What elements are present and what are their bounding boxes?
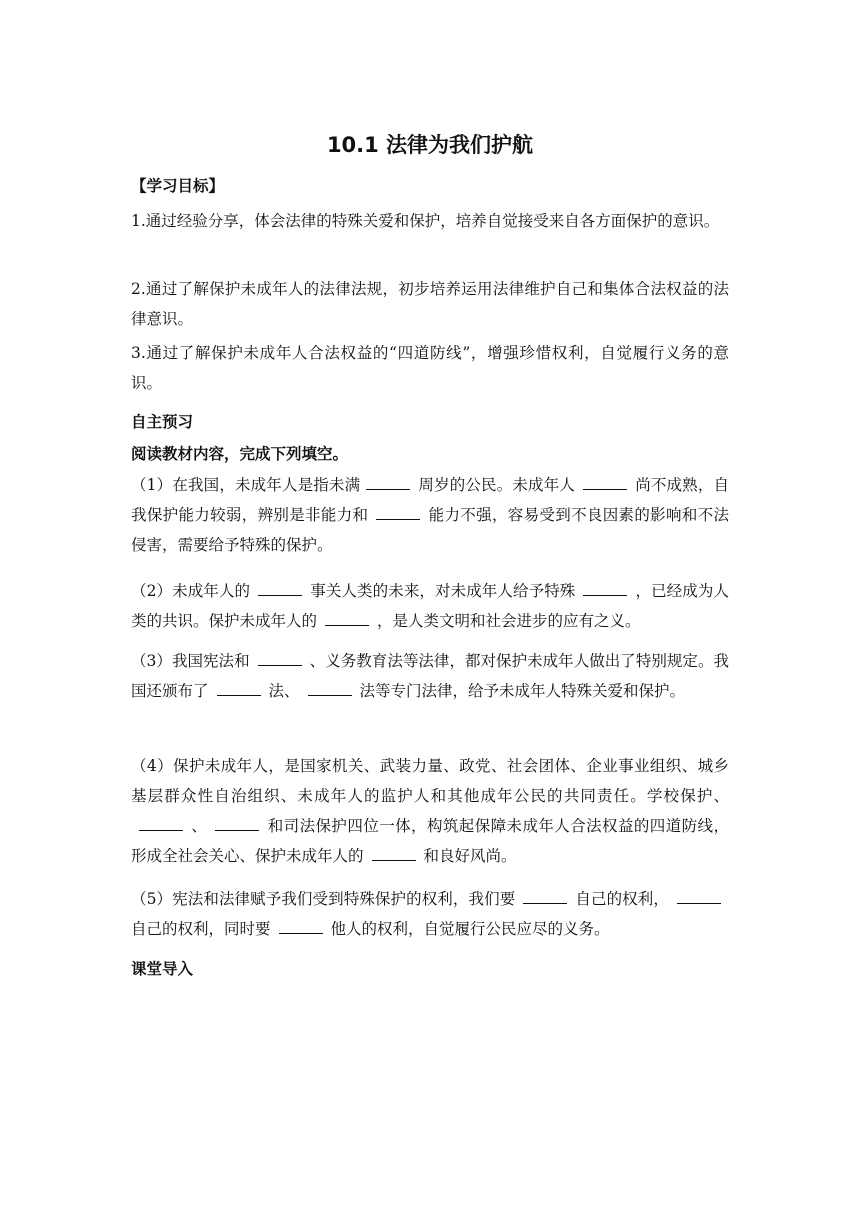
- question-text: 尚不成熟，自我保护能力较弱，辨别是非能力和: [131, 476, 729, 524]
- answer-blank[interactable]: [279, 919, 323, 934]
- objective-item: 1.通过经验分享，体会法律的特殊关爱和保护，培养自觉接受来自各方面保护的意识。: [131, 212, 720, 230]
- answer-blank[interactable]: [372, 846, 416, 861]
- fill-question-3: [131, 646, 729, 706]
- document-title: 10.1 法律为我们护航: [326, 133, 534, 157]
- answer-blank[interactable]: [308, 681, 352, 696]
- fill-question-4: [131, 751, 729, 871]
- answer-blank[interactable]: [139, 816, 183, 831]
- question-text: （1）在我国，未成年人是指未满: [131, 476, 361, 494]
- answer-blank[interactable]: [366, 475, 410, 490]
- question-text: ，已经成为人类的共识。保护未成年人的: [131, 582, 729, 630]
- question-text: 和良好风尚。: [423, 847, 517, 865]
- answer-blank[interactable]: [215, 816, 259, 831]
- answer-blank[interactable]: [583, 475, 627, 490]
- question-text: 自己的权利，同时要: [131, 920, 271, 938]
- question-text: 法等专门法律，给予未成年人特殊关爱和保护。: [359, 682, 686, 700]
- question-text: （4）保护未成年人，是国家机关、武装力量、政党、社会团体、企业事业组织、城乡基层群众性自治组织、未成年人的监护人和其他成年公民的共同责任。学校保护、: [131, 757, 729, 805]
- question-text: ，是人类文明和社会进步的应有之义。: [377, 612, 641, 630]
- answer-blank[interactable]: [217, 681, 261, 696]
- preview-instruction: 阅读教材内容，完成下列填空。: [131, 445, 349, 463]
- question-text: 、义务教育法等法律，都对保护未成年人做出了特别规定。我国还颁布了: [131, 652, 729, 700]
- fill-question-2: [131, 576, 729, 636]
- question-text: （2）未成年人的: [131, 582, 251, 600]
- question-text: 他人的权利，自觉履行公民应尽的义务。: [330, 920, 610, 938]
- question-text: 、: [191, 817, 208, 835]
- objective-item: 3.通过了解保护未成年人合法权益的“四道防线”，增强珍惜权利，自觉履行义务的意识。: [131, 344, 729, 392]
- question-text: 自己的权利，: [575, 890, 669, 908]
- answer-blank[interactable]: [258, 651, 302, 666]
- fill-question-5: [131, 884, 729, 944]
- question-text: 周岁的公民。未成年人: [418, 476, 576, 494]
- answer-blank[interactable]: [258, 581, 302, 596]
- question-text: 和司法保护四位一体，构筑起保障未成年人合法权益的四道防线，形成全社会关心、保护未成年人的: [131, 817, 729, 865]
- classroom-heading: 课堂导入: [131, 960, 194, 978]
- question-text: 能力不强，容易受到不良因素的影响和不法侵害，需要给予特殊的保护。: [131, 506, 729, 554]
- question-text: 法、: [268, 682, 300, 700]
- answer-blank[interactable]: [583, 581, 627, 596]
- answer-blank[interactable]: [376, 505, 420, 520]
- question-text: （5）宪法和法律赋予我们受到特殊保护的权利，我们要: [131, 890, 516, 908]
- answer-blank[interactable]: [325, 611, 369, 626]
- objective-item: 2.通过了解保护未成年人的法律法规，初步培养运用法律维护自己和集体合法权益的法律意识。: [131, 280, 729, 328]
- answer-blank[interactable]: [677, 889, 721, 904]
- fill-question-1: [131, 470, 729, 560]
- objectives-heading: 【学习目标】: [131, 177, 225, 195]
- answer-blank[interactable]: [523, 889, 567, 904]
- question-text: （3）我国宪法和: [131, 652, 250, 670]
- question-text: 事关人类的未来，对未成年人给予特殊: [310, 582, 576, 600]
- preview-heading: 自主预习: [131, 413, 194, 431]
